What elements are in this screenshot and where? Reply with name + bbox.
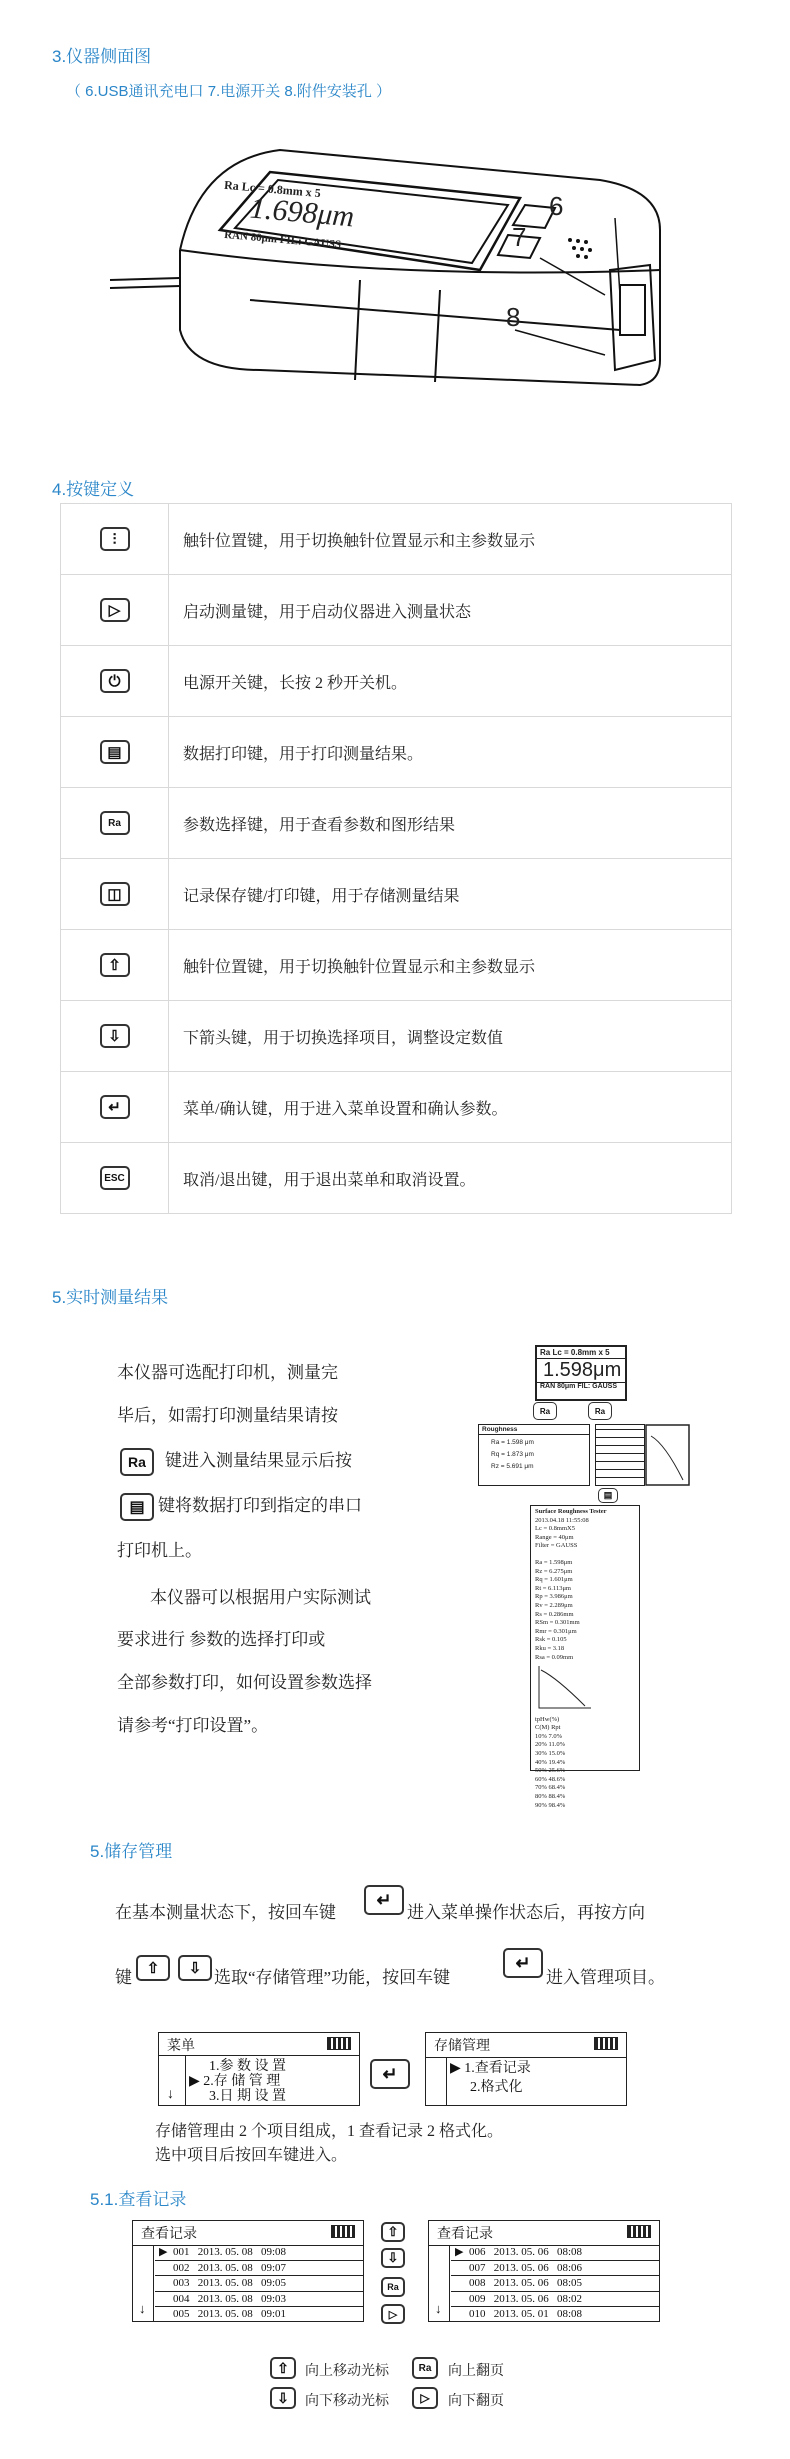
enter-icon: ↵: [503, 1948, 543, 1978]
menu-item-selected[interactable]: ▶ 2.存 储 管 理: [189, 2074, 281, 2089]
key-description: 取消/退出键，用于退出菜单和取消设置。: [169, 1143, 732, 1214]
legend-up: 向上移动光标: [305, 2364, 389, 2379]
storage-para-1a: 在基本测量状态下，按回车键: [115, 1903, 336, 1922]
record-text: 002 2013. 05. 08 09:07: [173, 2261, 287, 2274]
storage-para-2b: 选取“存储管理”功能，按回车键: [214, 1968, 451, 1987]
device-screen-line3: RAN 80μm FIL: GAUSS: [223, 228, 342, 252]
record-row[interactable]: [155, 2292, 363, 2308]
key-row: [61, 788, 732, 859]
start-measure-icon: ▷: [381, 2304, 405, 2324]
para-2-line-3: 全部参数打印，如何设置参数选择: [117, 1673, 372, 1692]
key-description: 下箭头键，用于切换选择项目，调整设定数值: [169, 1001, 732, 1072]
ra-icon: Ra: [533, 1402, 557, 1420]
printout-line: Rsk = 0.105: [535, 1636, 567, 1644]
records-screen-title: 查看记录: [429, 2221, 659, 2246]
record-row[interactable]: [451, 2245, 659, 2261]
key-icon-cell: [61, 859, 169, 930]
lcd-mini-screen: [535, 1345, 627, 1401]
printout-footer-line: C(M) Rpt: [535, 1724, 561, 1732]
down-arrow-icon: ⇩: [100, 1024, 130, 1048]
enter-icon: ↵: [364, 1885, 404, 1915]
key-icon-cell: [61, 1072, 169, 1143]
record-row[interactable]: [451, 2307, 659, 2322]
enter-icon: ↵: [100, 1095, 130, 1119]
lcd-mini-value: 1.598μm: [543, 1359, 622, 1381]
key-row: [61, 1072, 732, 1143]
para-1-line-4: 键将数据打印到指定的串口: [158, 1496, 362, 1515]
storage-item[interactable]: 2.格式化: [470, 2080, 523, 2095]
device-screen-line1: Ra Lc = 0.8mm x 5: [223, 177, 322, 201]
printout-footer-line: tpHw(%): [535, 1715, 560, 1723]
record-text: 008 2013. 05. 06 08:05: [469, 2277, 583, 2289]
param-table-panel: [595, 1424, 645, 1486]
battery-icon: [594, 2037, 618, 2050]
menu-item[interactable]: 1.参 数 设 置: [209, 2059, 286, 2074]
storage-para-2a: 键: [115, 1968, 132, 1987]
key-row: [61, 1001, 732, 1072]
esc-icon: ESC: [100, 1166, 130, 1190]
storage-note-2: 选中项目后按回车键进入。: [155, 2147, 348, 2164]
printout-line: Lc = 0.8mmX5: [535, 1525, 575, 1533]
lcd-mini-line1: Ra Lc = 0.8mm x 5: [537, 1347, 625, 1359]
printout-footer-line: 70% 68.4%: [535, 1784, 566, 1792]
storage-section-title: 5.储存管理: [90, 1842, 173, 1861]
key-row: [61, 930, 732, 1001]
up-arrow-icon: ⇧: [100, 953, 130, 977]
key-icon-cell: [61, 1143, 169, 1214]
key-row: [61, 504, 732, 575]
key-icon-cell: [61, 504, 169, 575]
key-description: 数据打印键，用于打印测量结果。: [169, 717, 732, 788]
key-description: 触针位置键，用于切换触针位置显示和主参数显示: [169, 504, 732, 575]
record-row[interactable]: [155, 2261, 363, 2277]
power-icon: ⏻: [100, 669, 130, 693]
record-row[interactable]: [451, 2292, 659, 2308]
record-text: 007 2013. 05. 06 08:06: [469, 2261, 583, 2274]
printout-footer-line: 90% 98.4%: [535, 1801, 566, 1809]
ra-icon: Ra: [381, 2277, 405, 2297]
ra-icon: Ra: [120, 1448, 154, 1476]
printout-line: Filter = GAUSS: [535, 1542, 578, 1550]
selected-pointer-icon: ▶: [450, 2061, 465, 2076]
menu-screen: [158, 2032, 360, 2106]
storage-para-1b: 进入菜单操作状态后，再按方向: [407, 1903, 645, 1922]
key-description: 菜单/确认键，用于进入菜单设置和确认参数。: [169, 1072, 732, 1143]
roughness-panel: [478, 1424, 590, 1486]
records-screen-right: [428, 2220, 660, 2322]
roughness-row: Rq = 1.873 μm: [491, 1451, 534, 1458]
legend-page-down: 向下翻页: [448, 2394, 504, 2409]
printout-line: Rmr = 0.301μm: [535, 1627, 577, 1635]
printout-footer-line: 80% 88.4%: [535, 1793, 566, 1801]
up-arrow-icon: ⇧: [136, 1955, 170, 1981]
records-screen-left: [132, 2220, 364, 2322]
printout-line: Range = 40μm: [535, 1533, 574, 1541]
storage-item-selected[interactable]: ▶ 1.查看记录: [450, 2061, 531, 2076]
key-row: [61, 717, 732, 788]
down-arrow-icon: ⇩: [270, 2387, 296, 2409]
record-text: 004 2013. 05. 08 09:03: [173, 2292, 287, 2305]
enter-icon: ↵: [370, 2059, 410, 2089]
printout-line: 2013.04.18 11:55:08: [535, 1516, 589, 1524]
view-records-title: 5.1.查看记录: [90, 2190, 187, 2209]
storage-note-1: 存储管理由 2 个项目组成，1 查看记录 2 格式化。: [155, 2123, 504, 2140]
printout-title: Surface Roughness Tester: [535, 1508, 607, 1515]
record-text: 010 2013. 05. 01 08:08: [469, 2308, 583, 2320]
selected-pointer-icon: ▶: [159, 2246, 168, 2258]
key-icon-cell: [61, 1001, 169, 1072]
printout-line: Rsa = 0.09mm: [535, 1653, 574, 1661]
down-arrow-icon: ⇩: [381, 2248, 405, 2268]
lcd-mini-line3: RAN 80μm FIL: GAUSS: [537, 1382, 625, 1390]
curve-panel: [645, 1424, 690, 1486]
record-row[interactable]: [451, 2261, 659, 2277]
storage-screen-title: 存储管理: [426, 2033, 626, 2058]
print-icon: ▤: [120, 1493, 154, 1521]
section-3-subtitle: （ 6.USB通讯充电口 7.电源开关 8.附件安装孔 ）: [66, 83, 392, 100]
printout-line: Ra = 1.598μm: [535, 1558, 573, 1566]
record-text: 005 2013. 05. 08 09:01: [173, 2308, 287, 2320]
down-arrow-icon: ⇩: [178, 1955, 212, 1981]
printout-line: Rz = 6.275μm: [535, 1567, 573, 1575]
ra-icon: Ra: [100, 811, 130, 835]
key-description: 电源开关键，长按 2 秒开关机。: [169, 646, 732, 717]
printout-footer-line: 50% 25.6%: [535, 1767, 566, 1775]
print-icon: ▤: [100, 740, 130, 764]
save-icon: ◫: [100, 882, 130, 906]
roughness-row: Ra = 1.598 μm: [491, 1439, 534, 1446]
printout-footer-line: 20% 11.0%: [535, 1741, 566, 1749]
record-text: 006 2013. 05. 06 08:08: [469, 2246, 583, 2258]
ra-icon: Ra: [412, 2357, 438, 2379]
callout-6: 6: [549, 191, 564, 221]
callout-8: 8: [506, 302, 521, 332]
section-5-title: 5.实时测量结果: [52, 1288, 169, 1307]
battery-icon: [327, 2037, 351, 2050]
para-1-line-3: 键进入测量结果显示后按: [165, 1451, 352, 1470]
key-description: 记录保存键/打印键，用于存储测量结果: [169, 859, 732, 930]
storage-para-2c: 进入管理项目。: [546, 1968, 665, 1987]
selected-pointer-icon: ▶: [455, 2246, 464, 2258]
up-arrow-icon: ⇧: [381, 2222, 405, 2242]
para-1-line-2: 毕后，如需打印测量结果请按: [117, 1406, 338, 1425]
record-row[interactable]: [155, 2307, 363, 2322]
start-measure-icon: ▷: [100, 598, 130, 622]
scroll-down-arrow-icon: ↓: [139, 2301, 146, 2316]
printout-line: Rs = 0.286mm: [535, 1610, 574, 1618]
printout-line: [535, 1551, 635, 1559]
start-measure-icon: ▷: [412, 2387, 438, 2409]
record-text: 009 2013. 05. 06 08:02: [469, 2292, 583, 2305]
para-1-line-5: 打印机上。: [117, 1541, 202, 1560]
key-icon-cell: [61, 717, 169, 788]
key-row: [61, 859, 732, 930]
printout-line: RSm = 0.301mm: [535, 1619, 580, 1627]
section-4-title: 4.按键定义: [52, 480, 135, 499]
menu-screen-title: 菜单: [159, 2033, 359, 2057]
record-row[interactable]: [451, 2276, 659, 2292]
stylus-position-icon: ⫶: [100, 527, 130, 551]
storage-screen: [425, 2032, 627, 2106]
battery-icon: [331, 2225, 355, 2238]
key-row: [61, 1143, 732, 1214]
printout-footer-line: 30% 15.0%: [535, 1750, 566, 1758]
selected-pointer-icon: ▶: [189, 2074, 204, 2089]
menu-item[interactable]: 3.日 期 设 置: [209, 2089, 286, 2104]
ra-icon: Ra: [588, 1402, 612, 1420]
key-icon-cell: [61, 788, 169, 859]
record-row[interactable]: [155, 2245, 363, 2261]
legend-down: 向下移动光标: [305, 2394, 389, 2409]
record-text: 001 2013. 05. 08 09:08: [173, 2246, 287, 2258]
section-3-title: 3.仪器侧面图: [52, 47, 152, 66]
para-2-line-2: 要求进行 参数的选择打印或: [117, 1630, 326, 1649]
records-screen-title: 查看记录: [133, 2221, 363, 2246]
printout-footer-line: 40% 19.4%: [535, 1758, 566, 1766]
printout-footer-line: 10% 7.0%: [535, 1732, 563, 1740]
printout-paper: [530, 1505, 640, 1809]
print-icon: ▤: [598, 1488, 618, 1503]
roughness-row: Rz = 5.691 μm: [491, 1463, 534, 1470]
key-icon-cell: [61, 930, 169, 1001]
battery-icon: [627, 2225, 651, 2238]
record-text: 003 2013. 05. 08 09:05: [173, 2277, 287, 2289]
key-description: 参数选择键，用于查看参数和图形结果: [169, 788, 732, 859]
key-description: 触针位置键，用于切换触针位置显示和主参数显示: [169, 930, 732, 1001]
key-row: [61, 646, 732, 717]
record-row[interactable]: [155, 2276, 363, 2292]
printout-line: Rku = 3.18: [535, 1644, 565, 1652]
roughness-title: Roughness: [479, 1425, 589, 1435]
key-definition-table: [60, 503, 732, 1214]
device-side-drawing: [100, 120, 660, 440]
key-description: 启动测量键，用于启动仪器进入测量状态: [169, 575, 732, 646]
para-2-line-1: 本仪器可以根据用户实际测试: [150, 1588, 371, 1607]
legend-page-up: 向上翻页: [448, 2364, 504, 2379]
printout-footer-line: 60% 48.6%: [535, 1775, 566, 1783]
callout-7: 7: [512, 222, 527, 252]
device-screen-value: 1.698μm: [248, 191, 356, 234]
printout-curve: [535, 1662, 595, 1712]
printout-line: Rq = 1.601μm: [535, 1576, 573, 1584]
para-1-line-1: 本仪器可选配打印机，测量完: [117, 1363, 338, 1382]
up-arrow-icon: ⇧: [270, 2357, 296, 2379]
printout-line: Rt = 6.113μm: [535, 1584, 571, 1592]
scroll-down-arrow-icon: ↓: [167, 2087, 174, 2102]
key-row: [61, 575, 732, 646]
printout-line: Rp = 3.986μm: [535, 1593, 573, 1601]
scroll-down-arrow-icon: ↓: [435, 2301, 442, 2316]
key-icon-cell: [61, 575, 169, 646]
para-2-line-4: 请参考“打印设置”。: [117, 1716, 269, 1735]
key-icon-cell: [61, 646, 169, 717]
printout-line: Rv = 2.289μm: [535, 1601, 573, 1609]
